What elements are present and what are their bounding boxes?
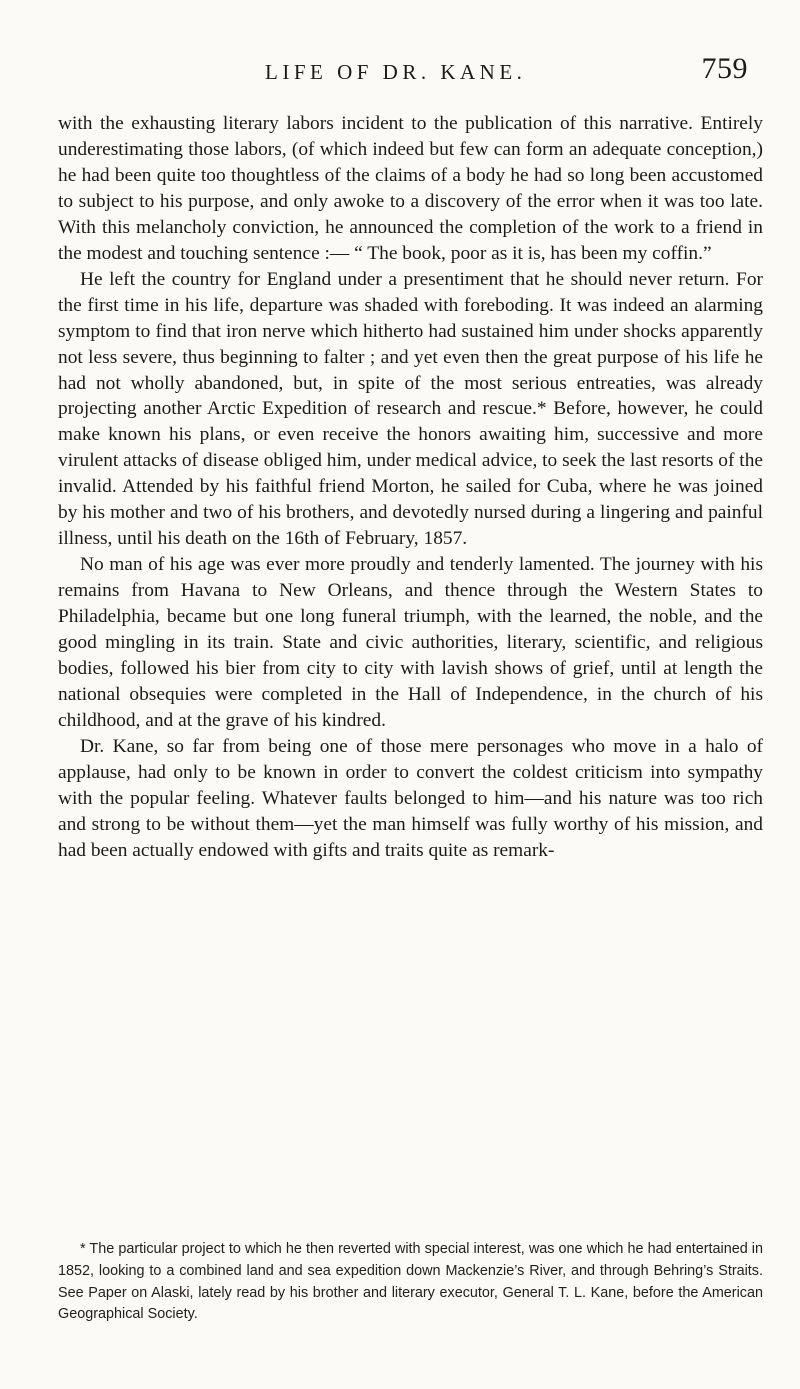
paragraph-character: Dr. Kane, so far from being one of those mere personages who move in a halo of applause, had only to be known in order to convert the coldest criticism into sympathy with the popular feeling. Whatever faults belonged to him—and his nature was too rich and strong to be without them—yet the man himself was fully worthy of his mission, and had been actually endowed with gifts and traits quite as remark- (58, 735, 763, 861)
running-head (0, 52, 800, 98)
paragraph-departure: He left the country for England under a presentiment that he should never return. For the first time in his life, departure was shaded with foreboding. It was indeed an alarming symptom to find that iron nerve which hitherto had sustained him under shocks apparently not less severe, thus beginning to falter ; and yet even then the great purpose of his life he had not wholly abandoned, but, in spite of the most serious entreaties, was already projecting another Arctic Expedition of research and rescue.* Before, however, he could make known his plans, or even receive the honors awaiting him, successive and more virulent attacks of disease obliged him, under medical advice, to seek the last resorts of the invalid. Attended by his faithful friend Morton, he sailed for Cuba, where he was joined by his mother and two of his brothers, and devotedly nursed during a lingering and painful illness, until his death on the 16th of February, 1857. (58, 268, 763, 550)
page-number: 759 (701, 52, 748, 85)
paragraph-continued: with the exhausting literary labors incident to the publication of this narrative. Entirely underestimating those labors, (of which indeed but few can form an adequate conception,) he had been quite too thoughtless of the claims of a body he had so long been accustomed to subject to his purpose, and only awoke to a discovery of the error when it was too late. With this melancholy conviction, he announced the completion of the work to a friend in the modest and touching sentence :— “ The book, poor as it is, has been my coffin.” (58, 113, 763, 264)
running-title: LIFE OF DR. KANE. (265, 60, 527, 84)
footnote: * The particular project to which he then reverted with special interest, was one which he had entertained in 1852, looking to a combined land and sea expedition down Mackenzie’s River, and through Behring’s Straits. See Paper on Alaski, lately read by his brother and literary executor, General T. L. Kane, before the American Geographical Society. (58, 1241, 763, 1323)
body-text (58, 111, 763, 864)
paragraph-lamented: No man of his age was ever more proudly and tenderly lamented. The journey with his remains from Havana to New Orleans, and thence through the Western States to Philadelphia, became but one long funeral triumph, with the learned, the noble, and the good mingling in its train. State and civic authorities, literary, scientific, and religious bodies, followed his bier from city to city with lavish shows of grief, until at length the national obsequies were completed in the Hall of Independence, in the church of his childhood, and at the grave of his kindred. (58, 554, 763, 731)
